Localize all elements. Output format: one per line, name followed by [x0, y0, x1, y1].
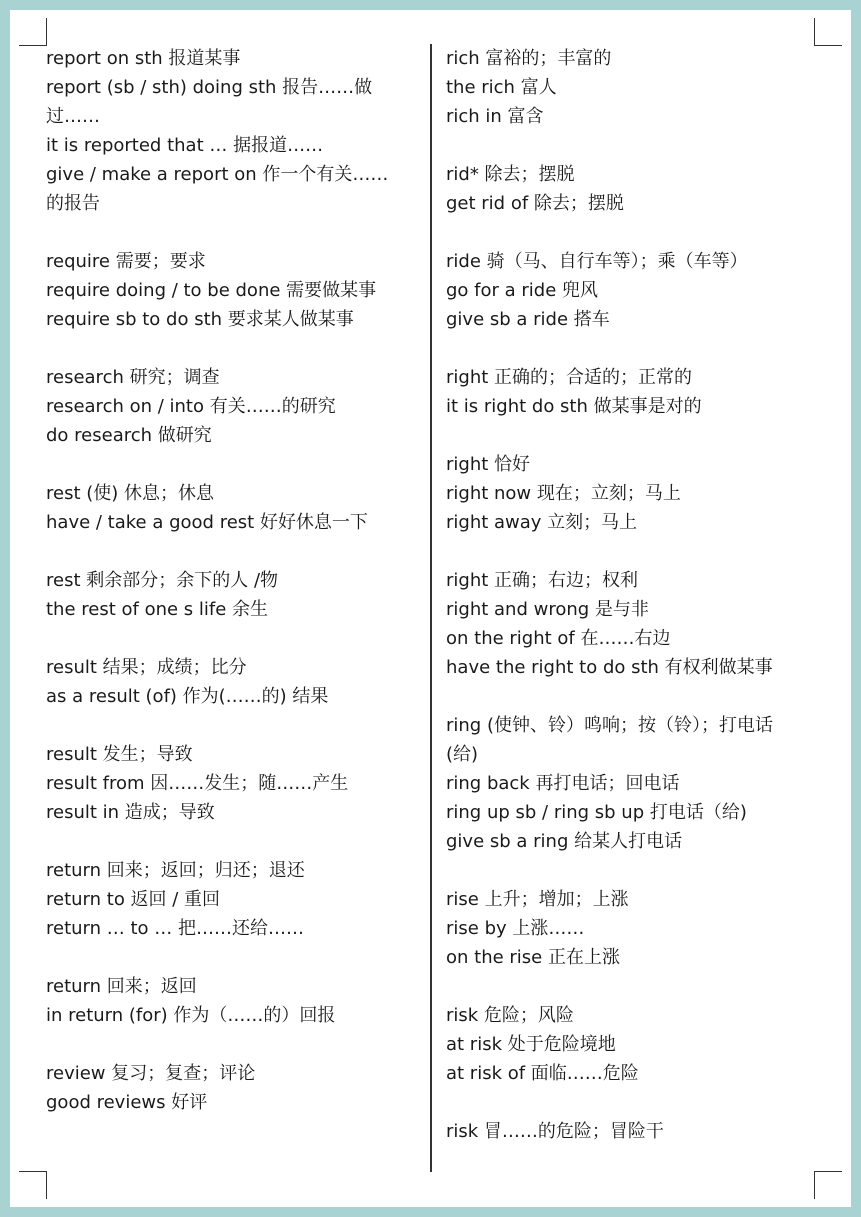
vocab-line: research 研究；调查	[46, 367, 220, 388]
vocab-line: (给)	[446, 744, 479, 765]
entry-spacer	[46, 943, 422, 972]
vocab-line: rest (使) 休息；休息	[46, 483, 215, 504]
vocab-line: require doing / to be done 需要做某事	[46, 280, 377, 301]
vocab-line: as a result (of) 作为(……的) 结果	[46, 686, 329, 707]
vocab-line: go for a ride 兜风	[446, 280, 599, 301]
entry-spacer	[46, 218, 422, 247]
vocab-line: result 发生；导致	[46, 744, 193, 765]
entry-spacer	[446, 131, 824, 160]
vocab-line: give sb a ring 给某人打电话	[446, 831, 683, 852]
vocab-line: do research 做研究	[46, 425, 212, 446]
vocab-line: it is right do sth 做某事是对的	[446, 396, 702, 417]
vocab-line: have / take a good rest 好好休息一下	[46, 512, 368, 533]
vocab-line: the rest of one s life 余生	[46, 599, 269, 620]
corner-mark-top-right	[814, 18, 842, 46]
vocab-line: at risk of 面临……危险	[446, 1063, 639, 1084]
vocab-line: return … to … 把……还给……	[46, 918, 304, 939]
vocab-line: right and wrong 是与非	[446, 599, 649, 620]
vocab-line: ring back 再打电话；回电话	[446, 773, 680, 794]
entry-spacer	[446, 856, 824, 885]
entry-spacer	[446, 334, 824, 363]
vocab-line: the rich 富人	[446, 77, 557, 98]
vocab-line: right now 现在；立刻；马上	[446, 483, 681, 504]
entry-spacer	[46, 334, 422, 363]
vocab-line: report (sb / sth) doing sth 报告……做	[46, 77, 373, 98]
vocab-line: give sb a ride 搭车	[446, 309, 610, 330]
vocab-line: 过……	[46, 106, 100, 127]
corner-mark-top-left	[19, 18, 47, 46]
vocab-line: return to 返回 / 重回	[46, 889, 221, 910]
entry-spacer	[446, 537, 824, 566]
vocab-line: rich in 富含	[446, 106, 544, 127]
vocab-line: risk 冒……的危险；冒险干	[446, 1121, 664, 1142]
vocab-line: it is reported that … 据报道……	[46, 135, 324, 156]
vocabulary-page	[10, 10, 851, 1207]
vocab-line: rise by 上涨……	[446, 918, 585, 939]
vocab-line: get rid of 除去；摆脱	[446, 193, 624, 214]
vocab-line: research on / into 有关……的研究	[46, 396, 336, 417]
column-divider	[430, 44, 432, 1172]
vocab-line: right 正确；右边；权利	[446, 570, 639, 591]
vocab-line: require 需要；要求	[46, 251, 206, 272]
corner-mark-bottom-left	[19, 1171, 47, 1199]
vocab-line: ring (使钟、铃）鸣响；按（铃）；打电话	[446, 715, 773, 736]
vocab-line: give / make a report on 作一个有关……	[46, 164, 389, 185]
vocab-line: on the right of 在……右边	[446, 628, 671, 649]
vocab-line: have the right to do sth 有权利做某事	[446, 657, 773, 678]
vocab-line: right away 立刻；马上	[446, 512, 638, 533]
vocab-line: result 结果；成绩；比分	[46, 657, 247, 678]
vocab-line: rise 上升；增加；上涨	[446, 889, 629, 910]
entry-spacer	[446, 1088, 824, 1117]
vocab-line: at risk 处于危险境地	[446, 1034, 616, 1055]
left-column	[46, 44, 422, 1117]
entry-spacer	[46, 450, 422, 479]
vocab-line: ride 骑（马、自行车等）；乘（车等）	[446, 251, 748, 272]
vocab-line: require sb to do sth 要求某人做某事	[46, 309, 354, 330]
vocab-line: rid* 除去；摆脱	[446, 164, 575, 185]
entry-spacer	[446, 972, 824, 1001]
vocab-line: result in 造成；导致	[46, 802, 215, 823]
vocab-line: right 恰好	[446, 454, 531, 475]
right-column	[446, 44, 824, 1146]
entry-spacer	[446, 682, 824, 711]
vocab-line: risk 危险；风险	[446, 1005, 574, 1026]
vocab-line: 的报告	[46, 193, 100, 214]
vocab-line: return 回来；返回；归还；退还	[46, 860, 305, 881]
vocab-line: in return (for) 作为（……的）回报	[46, 1005, 336, 1026]
vocab-line: good reviews 好评	[46, 1092, 208, 1113]
vocab-line: rest 剩余部分；余下的人 /物	[46, 570, 279, 591]
vocab-line: report on sth 报道某事	[46, 48, 241, 69]
entry-spacer	[46, 624, 422, 653]
entry-spacer	[46, 1030, 422, 1059]
entry-spacer	[46, 537, 422, 566]
vocab-line: return 回来；返回	[46, 976, 197, 997]
vocab-line: result from 因……发生；随……产生	[46, 773, 349, 794]
entry-spacer	[46, 711, 422, 740]
vocab-line: right 正确的；合适的；正常的	[446, 367, 693, 388]
corner-mark-bottom-right	[814, 1171, 842, 1199]
entry-spacer	[46, 827, 422, 856]
vocab-line: rich 富裕的；丰富的	[446, 48, 612, 69]
vocab-line: on the rise 正在上涨	[446, 947, 620, 968]
vocab-line: ring up sb / ring sb up 打电话（给)	[446, 802, 747, 823]
vocab-line: review 复习；复查；评论	[46, 1063, 256, 1084]
entry-spacer	[446, 218, 824, 247]
entry-spacer	[446, 421, 824, 450]
